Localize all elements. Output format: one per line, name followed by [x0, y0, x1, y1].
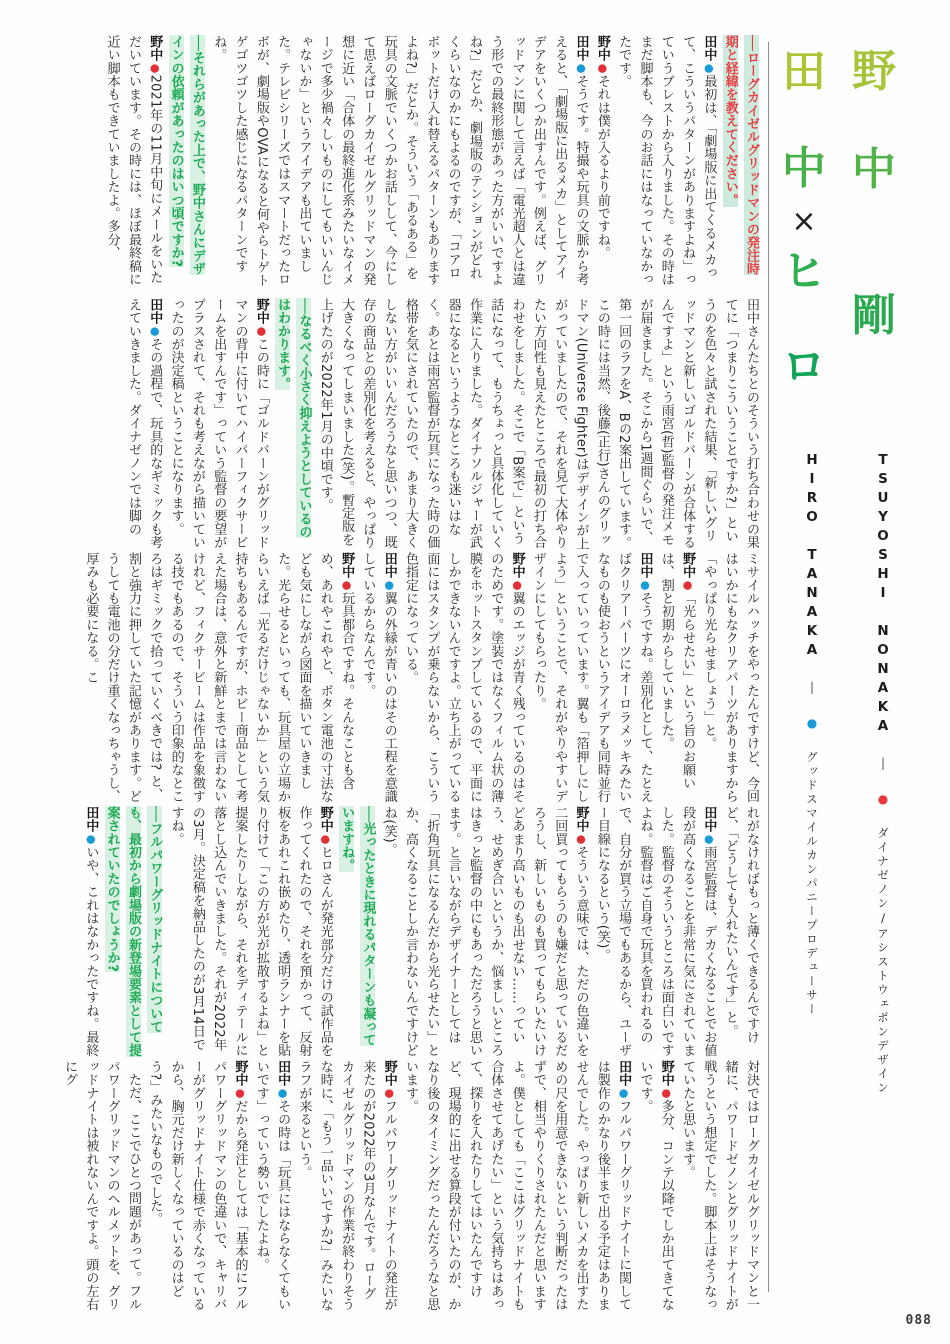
- speech-text: 田中さんたちとのそういう打ち合わせの果てに「つまりこういうことですか?」というのを色々と試された結果、「新しいグリッドマンと新しいゴルドバーンが合体するんですよ」という雨宮(哲)監督の発注メモが届きました。そこから1週間ぐらいで、第一回のラフをA、Bの2案出しています。この時には当然、後藤(正行)さんのグリッドマン(Universe Fighter)はデザインが上がっていましたので、それを見て大体やりたい方向性も見えたところで最初の打ち合わせをしました。そこで「B案で」という話になって、もうちょっと具体化していく作業に入りました。ダイナソルジャーが武器になるというようなところも迷いはなく。あとは雨宮監督が玩具になった時の価格帯を気にされていたので、あまり大きくしない方がいいんだろうなと思いつつ、既存の商品との差別化を考えると、やっぱり大きくなってしまいました(笑)。暫定版を上げたのが2022年1月の中頃です。: [317, 298, 759, 551]
- speaker-name: 野中: [381, 1060, 397, 1087]
- question-text: ──それらがあった上で、野中さんにデザインの依頼があったのはいつ頃ですか?: [168, 35, 205, 276]
- nonaka-dot-icon: ●: [876, 792, 890, 808]
- speech-text: 玩具都合ですね。そんなことも含め、あれやこれやと、ボタン電池の寸法なども気にしながら図面を描いていきました。光らせるといっても、玩具屋の立場からいえば「光るだけじゃないか」という気持ちもあるんですが、ホビー商品として考えた場合は、意外と新鮮とまでは言わないけれど、フィクサービームは作品を象徴する技でもあるので、そういう印象的なところはギミックで拾っていくべきでは? と、割と強力に押していた記憶があります。どうしても電池の分だけ重くなっちゃうし、厚みも必要になる。こ: [83, 552, 355, 803]
- speaker-dot-icon: ●: [702, 61, 716, 75]
- nonaka-speech: [144, 1060, 251, 1313]
- interview-text-band-5: [30, 1060, 762, 1313]
- speech-text: フルパワーグリッドナイトの発注が来たのが2022年の3月なんです。ローグカイゼルグリッドマンの作業が終わりそうな時に、「もう一品いいですか?」みたいなラフが来るという。: [296, 1060, 397, 1312]
- speaker-name: 野中: [147, 35, 163, 62]
- speech-text: ヒロさんが発光部分だけの試作品を作ってくれたので、それを預かって、反射板をあれこれ嵌めたり、透明ランナーを貼り付けて「この方が光が拡散するよね」と提案したりしながら、それをディテールに落とし込んでいきました。それが2022年の3月。決定稿を納品したのが3月14日ですね。: [168, 806, 333, 1057]
- speaker-dot-icon: ●: [148, 61, 162, 75]
- speech-text: 「光らせたい」という旨のお願いは、割と初期からしていました。: [658, 552, 696, 790]
- speech-text: 雨宮監督は、デカくなることでお値段が高くなることを非常に気にされていました。監督のそういうところは面白いですよね。監督はご自身で玩具を買われるので、自分が買う立場でもあるから、ユーザー目線になるという(笑)。: [594, 806, 717, 1057]
- speaker-name: 野中: [317, 806, 333, 833]
- speaker-dot-icon: ●: [318, 832, 332, 846]
- speaker-dot-icon: ●: [148, 324, 162, 338]
- speaker-name: 野中: [232, 1060, 248, 1087]
- title-char: 田: [782, 46, 826, 97]
- speech-text: この時に「ゴルドバーンがグリッドマンの背中に付いてハイパーフィクサービームを出すんです」っていう監督の要望がプラスされて、それも考えながら描いていったのが決定稿ということになります。: [168, 298, 269, 549]
- speaker-dot-icon: ●: [233, 1086, 247, 1100]
- speaker-dot-icon: ●: [340, 578, 354, 592]
- credit-nonaka-romaji: TSUYOSHI NONAKA: [875, 452, 891, 737]
- title-char: ヒ: [782, 246, 826, 297]
- tanaka-speech: [357, 552, 400, 805]
- speaker-name: 野中: [658, 1060, 674, 1087]
- interview-text-band-2: [30, 298, 762, 551]
- speaker-dot-icon: ●: [681, 578, 695, 592]
- credit-nonaka-role: ダイナゼノン/アシストウェポンデザイン: [876, 827, 890, 1096]
- nonaka-speech: [592, 35, 613, 288]
- tanaka-speech: [592, 806, 720, 1059]
- question-green: [101, 806, 165, 1059]
- speaker-dot-icon: ●: [574, 61, 588, 75]
- speaker-dot-icon: ●: [574, 832, 588, 846]
- credit-tanaka-romaji: HIRO TANAKA: [804, 452, 820, 661]
- speaker-dot-icon: ●: [659, 1086, 673, 1100]
- tanaka-speech: [613, 35, 720, 288]
- speaker-name: 野中: [339, 552, 355, 579]
- title-char: 剛: [852, 290, 896, 341]
- speaker-name: 野中: [509, 552, 525, 579]
- speaker-name: 田中: [381, 552, 397, 579]
- speech-text: ミサイルハッチをやったんですけど、今回はいかにもなクリアパーツがありますから「やっぱり光らせましょう」と。: [701, 552, 759, 803]
- speech-text: 翼の外縁が青いのはその工程を意識しているからなんです。: [360, 552, 397, 803]
- nonaka-speech: [293, 1060, 400, 1313]
- credit-separator: |: [876, 756, 890, 773]
- nonaka-speech: [165, 806, 336, 1059]
- speech-text: ただ、ここでひとつ問題があって。フルパワーグリッドマンのヘルメットを、グリッドナイトは被れないんですよ。頭の左右にグ: [62, 1060, 141, 1311]
- speaker-name: 田中: [275, 1060, 291, 1087]
- speaker-dot-icon: ●: [254, 324, 268, 338]
- speech-text: フルパワーグリッドナイトに関しては製作のかなり後半まで出る予定はありませんでした。やっぱり新しいメカを出すための尺を用意できないという判断だったはずで、相当やりくりされたんだと思いますよ。僕としても「ここはグリッドナイトも合体させてあげたい」という気持ちはあって、探りを入れたりしてはいたんですけど、現場的に出せる算段が付いたのが、かなり後のタイミングだったんだろうなと思います。: [403, 1060, 632, 1311]
- nonaka-speech-continuation: [314, 298, 762, 551]
- question-green: [165, 35, 208, 288]
- speech-text: れがなければもっと薄くできるんですけど、「どうしても入れたいんです」と。: [722, 806, 759, 1044]
- question-green: [272, 298, 315, 551]
- tanaka-speech: [80, 806, 101, 1059]
- title-char: 野: [852, 46, 896, 97]
- speech-text: 多分、コンテ以降でしか出てきてないです。: [637, 1060, 674, 1311]
- title-cross-mark: ×: [791, 204, 817, 239]
- credit-separator: |: [805, 680, 819, 697]
- nonaka-speech: [400, 552, 528, 805]
- speaker-dot-icon: ●: [702, 832, 716, 846]
- page-number: 088: [905, 1313, 932, 1328]
- nonaka-speech-paragraph: [59, 1060, 144, 1313]
- title-char: ロ: [782, 341, 826, 392]
- tanaka-speech: [528, 552, 656, 805]
- speaker-name: 田中: [616, 1060, 632, 1087]
- speech-text: 翼のエッジが青く残っているのはそのためです。塗装ではなくフィルム状の薄膜をホットスタンプしているので、平面にしかできないんですよ。立ち上がっている面にはスタンプが乗らないから、こういう色指定になっている。: [403, 552, 525, 803]
- speaker-dot-icon: ●: [276, 1086, 290, 1100]
- speaker-name: 野中: [253, 298, 269, 325]
- question-text: ──フルパワーグリッドナイトについても、最初から劇場版の新登場要素として提案されていたのでしょうか?: [104, 806, 163, 1057]
- nonaka-speech: [655, 552, 698, 805]
- credit-tanaka: [803, 452, 822, 1017]
- tanaka-speech-continuation: [677, 1060, 762, 1313]
- question-heading-red: [719, 35, 762, 288]
- speech-text: 2021年の11月中旬にメールをいただいています。その時には、ほぼ最終稿に近い脚本もできていましたよ。多分、: [104, 35, 163, 286]
- speech-text: それは僕が入るより前ですね。: [594, 74, 610, 260]
- speaker-name: 野中: [680, 552, 696, 579]
- nonaka-speech-continuation: [719, 806, 762, 1059]
- nonaka-speech: [378, 806, 591, 1059]
- speech-text: その時は「玩具にはならなくてもいいです」っていう勢いでしたよね。: [253, 1060, 291, 1311]
- speech-text: そうです。特撮や玩具の文脈から考えると、「劇場版に出るメカ」としてアイデアをいくつか出すんです。例えば、グリッドマンに関して言えば「電光超人とは違う形での最終形態があった方がいいですよね?」だとか、劇場版のテンションがどれくらいなのかにもよるのですが、「コアロボットだけ入れ替えるパターンもありますよね?」だとか。そういう「あるある」を玩具の文脈でいくつかお話しして、今にして思えばローグカイゼルグリッドマンの発想に近い「合体の最終進化系みたいなイメージで多少禍々しいものにしてもいいんじゃないか」というアイデアも出ていました。テレビシリーズではスマートだったロボが、劇場版やOVAになると何やらトゲトゲゴツゴツした感じになるパターンですね。: [211, 35, 589, 287]
- nonaka-speech: [634, 1060, 677, 1313]
- interview-text-band-1: [30, 35, 762, 288]
- speaker-dot-icon: ●: [638, 578, 652, 592]
- question-text: ──なるべく小さく抑えようとしているのはわかります。: [275, 298, 312, 539]
- nonaka-speech: [80, 552, 357, 805]
- title-block: [770, 0, 950, 1096]
- speaker-dot-icon: ●: [382, 578, 396, 592]
- speech-text: 対決ではローグカイゼルグリッドマンと一緒に、パワードゼノンとグリッドナイトが戦うという想定でした。脚本上はそうなっていたと思います。: [680, 1060, 759, 1311]
- speaker-name: 野中: [573, 806, 589, 833]
- question-green: [336, 806, 379, 1059]
- title-char: 中: [782, 143, 826, 194]
- speaker-name: 田中: [701, 35, 717, 62]
- question-text: ──光ったときに現れるパターンも凝っていますね。: [339, 806, 376, 1047]
- tanaka-speech-continuation: [698, 552, 762, 805]
- tanaka-dot-icon: ●: [805, 716, 819, 732]
- speech-text: その過程で、玩具的なギミックも考えていきました。ダイナゼノンでは脚の: [125, 298, 163, 549]
- speech-text: そうですね。差別化として、たとえばクリアーパーツにオーロラメッキみたいなものも使おうというアイデアも同時並行で入っていっています。翼も「箔押しにしよう」ということで、それがやりやすいデザインにしてもらったり。: [530, 552, 653, 803]
- interview-text-band-3: [30, 552, 762, 805]
- credit-tanaka-role: グッドスマイルカンパニープロデューサー: [805, 751, 819, 1017]
- speaker-dot-icon: ●: [84, 832, 98, 846]
- speaker-dot-icon: ●: [617, 1086, 631, 1100]
- speaker-name: 田中: [701, 806, 717, 833]
- speaker-name: 田中: [147, 298, 163, 325]
- nonaka-speech: [165, 298, 272, 551]
- speech-text: 最初は、「劇場版に出てくるメカって、こういうパターンがありますよね」っていうブレストから入りました。その時はまだ脚本も、今のお話にはなっていなかったです。: [616, 35, 717, 286]
- speaker-dot-icon: ●: [382, 1086, 396, 1100]
- speech-text: だから発注としては「基本的にフルパワーグリッドマンの色違いで、キャリバーがグリッドナイト仕様で赤くなっているから、胸元だけ新しくなっているのはどう?」みたいなものでした。: [147, 1060, 248, 1311]
- question-text: ──ローグカイゼルグリッドマンの発注時期と経緯を教えてください。: [722, 35, 759, 276]
- credit-nonaka: [874, 452, 893, 1096]
- interview-text-band-4: [30, 806, 762, 1059]
- nonaka-speech: [101, 35, 165, 288]
- speaker-name: 田中: [637, 552, 653, 579]
- tanaka-speech: [400, 1060, 634, 1313]
- speech-text: いや、これはなかったですね。最終: [83, 845, 99, 1057]
- speaker-dot-icon: ●: [510, 578, 524, 592]
- speaker-dot-icon: ●: [595, 61, 609, 75]
- title-char: 中: [852, 144, 896, 195]
- speaker-name: 田中: [83, 806, 99, 833]
- title-divider-rule: [768, 42, 769, 1292]
- tanaka-speech: [208, 35, 592, 288]
- speaker-name: 田中: [573, 35, 589, 62]
- speaker-name: 野中: [594, 35, 610, 62]
- speech-text: そういう意味では、ただの色違いを二回買ってもらうのも嫌だと思っているだろうし、新しいものも買ってもらいたいけどあまり高いものも出せない……っていう、せめぎ合いというか、悩ましいところはきっと監督の中にもあっただろうと思います。と言いながらデザイナーとしては「折角玩具になるんだから光らせたい」とか、高くなることしか言わないんですけどね(笑)。: [381, 806, 589, 1057]
- tanaka-speech: [123, 298, 166, 551]
- tanaka-speech: [251, 1060, 294, 1313]
